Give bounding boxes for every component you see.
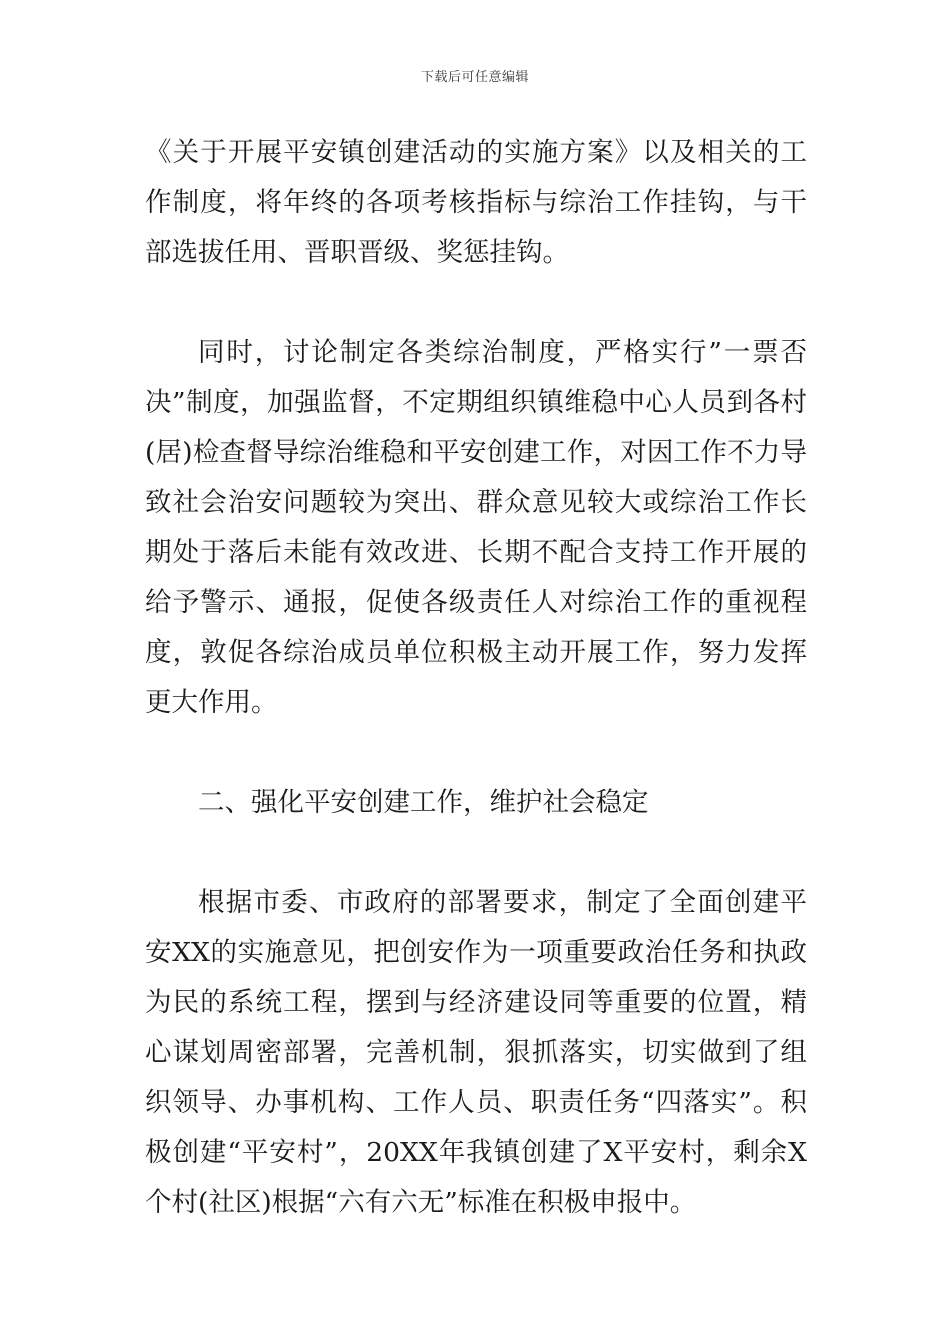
paragraph-gap [145, 728, 807, 778]
page-header-note: 下载后可任意编辑 [420, 70, 529, 85]
paragraph-supervision: 同时，讨论制定各类综治制度，严格实行”一票否决”制度，加强监督，不定期组织镇维稳中心人员到各村(居)检查督导综治维稳和平安创建工作，对因工作不力导致社会治安问题较为突出、群众意见较大或综治工作长期处于落后未能有效改进、长期不配合支持工作开展的给予警示、通报，促使各级责任人对综治工作的重视程度，敦促各综治成员单位积极主动开展工作，努力发挥更大作用。 [145, 337, 807, 718]
paragraph-gap [145, 278, 807, 328]
document-body [145, 128, 807, 1228]
paragraph-gap [145, 828, 807, 878]
paragraph-safety-creation: 根据市委、市政府的部署要求，制定了全面创建平安XX的实施意见，把创安作为一项重要政治任务和执政为民的系统工程，摆到与经济建设同等重要的位置，精心谋划周密部署，完善机制，狠抓落实，切实做到了组织领导、办事机构、工作人员、职责任务“四落实”。积极创建“平安村”，20XX年我镇创建了X平安村，剩余X个村(社区)根据“六有六无”标准在积极申报中。 [145, 887, 807, 1218]
paragraph-continuation: 《关于开展平安镇创建活动的实施方案》以及相关的工作制度，将年终的各项考核指标与综治工作挂钩，与干部选拔任用、晋职晋级、奖惩挂钩。 [145, 137, 807, 268]
section-heading: 二、强化平安创建工作，维护社会稳定 [198, 787, 649, 818]
